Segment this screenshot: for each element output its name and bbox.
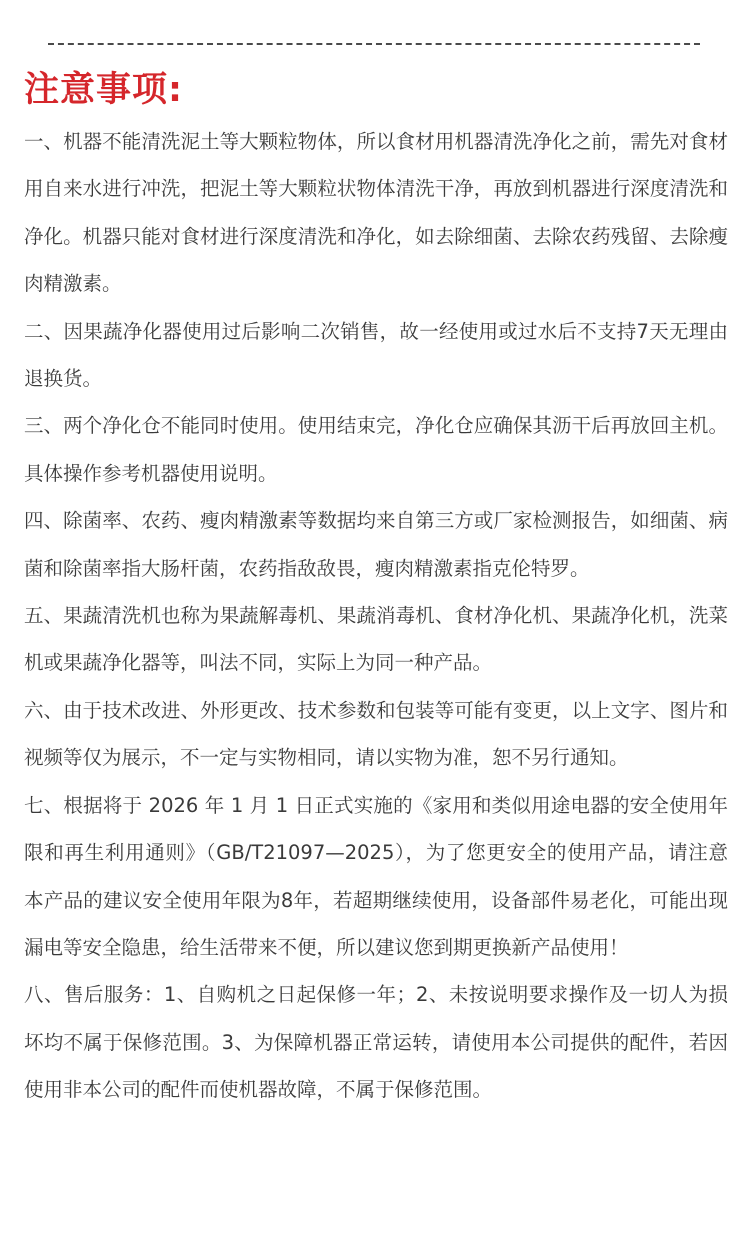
notice-list xyxy=(24,118,728,1114)
notice-item-4: 四、除菌率、农药、瘦肉精激素等数据均来自第三方或厂家检测报告，如细菌、病菌和除菌率指大肠杆菌，农药指敌敌畏，瘦肉精激素指克伦特罗。 xyxy=(24,509,728,580)
notice-item-7: 七、根据将于 2026 年 1 月 1 日正式实施的《家用和类似用途电器的安全使用年限和再生利用通则》（GB/T21097—2025），为了您更安全的使用产品，请注意本产品的建议安全使用年限为8年，若超期继续使用，设备部件易老化，可能出现漏电等安全隐患，给生活带来不便，所以建议您到期更换新产品使用！ xyxy=(24,793,728,959)
notice-item-6: 六、由于技术改进、外形更改、技术参数和包装等可能有变更，以上文字、图片和视频等仅为展示，不一定与实物相同，请以实物为准，恕不另行通知。 xyxy=(24,698,728,770)
notice-item-1: 一、机器不能清洗泥土等大颗粒物体，所以食材用机器清洗净化之前，需先对食材用自来水进行冲洗，把泥土等大颗粒状物体清洗干净，再放到机器进行深度清洗和净化。机器只能对食材进行深度清洗和净化，如去除细菌、去除农药残留、去除瘦肉精激素。 xyxy=(24,130,728,296)
notice-item-3: 三、两个净化仓不能同时使用。使用结束完，净化仓应确保其沥干后再放回主机。具体操作参考机器使用说明。 xyxy=(24,414,728,485)
dashed-divider xyxy=(48,43,700,45)
notice-item-8: 八、售后服务：1、自购机之日起保修一年；2、未按说明要求操作及一切人为损坏均不属于保修范围。3、为保障机器正常运转，请使用本公司提供的配件，若因使用非本公司的配件而使机器故障，不属于保修范围。 xyxy=(24,983,728,1102)
notice-title: 注意事项: xyxy=(24,70,183,110)
notice-item-2: 二、因果蔬净化器使用过后影响二次销售，故一经使用或过水后不支持7天无理由退换货。 xyxy=(24,319,728,391)
notice-item-5: 五、果蔬清洗机也称为果蔬解毒机、果蔬消毒机、食材净化机、果蔬净化机，洗菜机或果蔬净化器等，叫法不同，实际上为同一种产品。 xyxy=(24,604,728,675)
